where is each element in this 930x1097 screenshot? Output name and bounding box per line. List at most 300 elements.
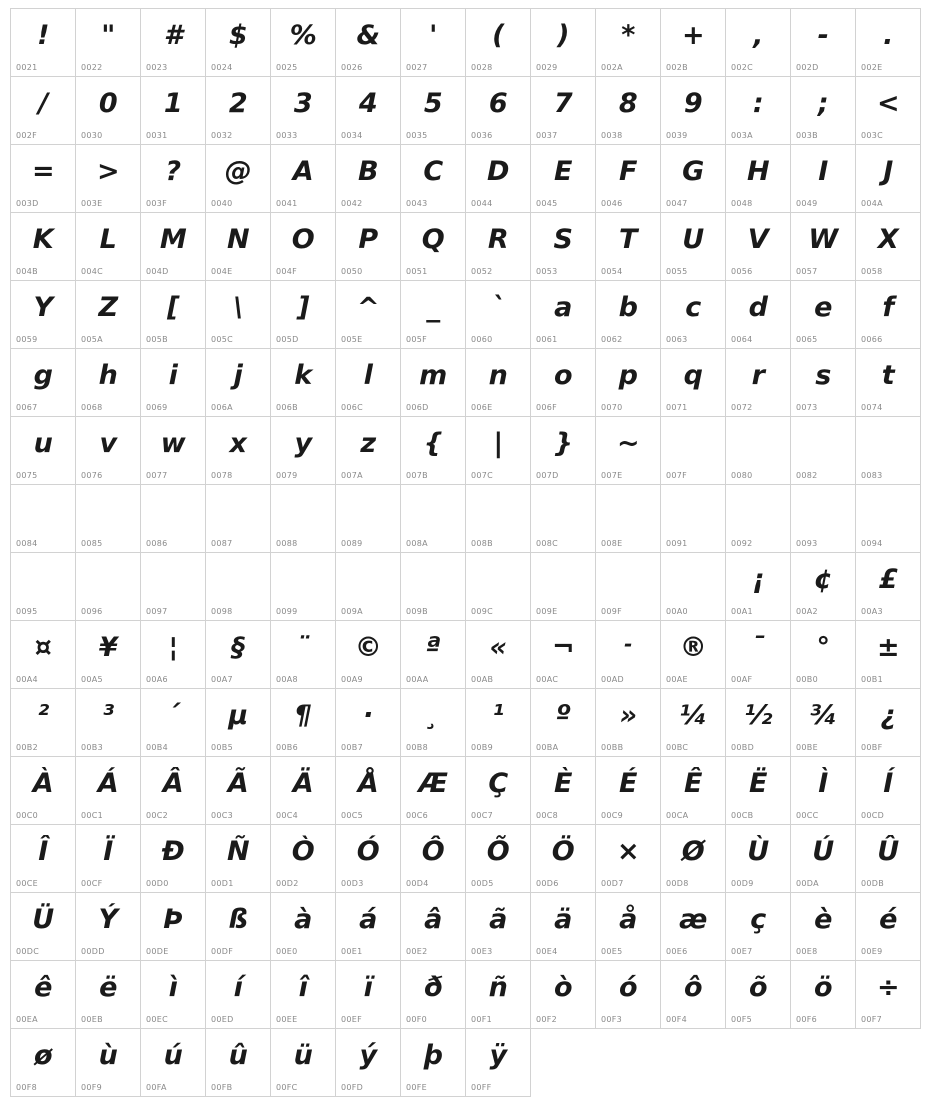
glyph-cell[interactable]: [336, 213, 401, 281]
glyph-cell[interactable]: [596, 281, 661, 349]
glyph-cell[interactable]: [791, 77, 856, 145]
glyph-cell[interactable]: [791, 213, 856, 281]
glyph-cell[interactable]: [401, 77, 466, 145]
glyph-cell[interactable]: [401, 9, 466, 77]
glyph-cell[interactable]: [661, 349, 726, 417]
glyph-cell[interactable]: [336, 9, 401, 77]
glyph-codepoint: 00A0: [666, 607, 688, 616]
glyph-cell[interactable]: [141, 145, 206, 213]
glyph-codepoint: 00C2: [146, 811, 169, 820]
glyph-cell[interactable]: [141, 281, 206, 349]
glyph-cell[interactable]: [141, 553, 206, 621]
glyph-cell[interactable]: [856, 961, 921, 1029]
glyph-cell[interactable]: [856, 893, 921, 961]
glyph-cell[interactable]: [271, 757, 336, 825]
glyph-cell[interactable]: [661, 621, 726, 689]
glyph-cell[interactable]: [141, 961, 206, 1029]
glyph-cell[interactable]: [661, 553, 726, 621]
glyph-cell[interactable]: [141, 757, 206, 825]
glyph-cell[interactable]: [726, 145, 791, 213]
glyph-cell[interactable]: [11, 621, 76, 689]
glyph-cell[interactable]: [206, 349, 271, 417]
glyph-cell[interactable]: [11, 553, 76, 621]
glyph-cell[interactable]: [271, 145, 336, 213]
glyph-character: `: [491, 292, 505, 323]
glyph-cell[interactable]: [726, 689, 791, 757]
glyph-cell[interactable]: [141, 689, 206, 757]
glyph-cell[interactable]: [726, 417, 791, 485]
glyph-cell[interactable]: [596, 213, 661, 281]
glyph-character: Æ: [418, 768, 448, 799]
glyph-cell[interactable]: [726, 893, 791, 961]
glyph-cell[interactable]: [11, 349, 76, 417]
glyph-cell[interactable]: [271, 553, 336, 621]
glyph-cell[interactable]: [271, 417, 336, 485]
glyph-cell[interactable]: [596, 621, 661, 689]
glyph-cell[interactable]: [76, 825, 141, 893]
glyph-cell[interactable]: [661, 485, 726, 553]
glyph-codepoint: 00EF: [341, 1015, 363, 1024]
glyph-cell[interactable]: [661, 145, 726, 213]
glyph-character: [596, 553, 660, 597]
glyph-cell[interactable]: [596, 9, 661, 77]
glyph-codepoint: 00EC: [146, 1015, 169, 1024]
glyph-cell[interactable]: [856, 77, 921, 145]
glyph-cell[interactable]: [11, 145, 76, 213]
glyph-codepoint: 0071: [666, 403, 688, 412]
glyph-cell[interactable]: [401, 145, 466, 213]
glyph-cell[interactable]: [76, 893, 141, 961]
glyph-character: «: [489, 632, 507, 663]
glyph-cell[interactable]: [531, 9, 596, 77]
glyph-cell[interactable]: [661, 417, 726, 485]
glyph-cell[interactable]: [401, 213, 466, 281]
glyph-cell[interactable]: [466, 553, 531, 621]
glyph-codepoint: 00B0: [796, 675, 818, 684]
glyph-cell[interactable]: [856, 417, 921, 485]
glyph-cell[interactable]: [141, 893, 206, 961]
glyph-codepoint: 00A1: [731, 607, 753, 616]
glyph-cell[interactable]: [726, 757, 791, 825]
glyph-codepoint: 00DE: [146, 947, 169, 956]
glyph-cell[interactable]: [856, 281, 921, 349]
glyph-cell[interactable]: [596, 145, 661, 213]
glyph-cell[interactable]: [401, 825, 466, 893]
glyph-cell[interactable]: [271, 621, 336, 689]
glyph-cell[interactable]: [791, 9, 856, 77]
glyph-cell[interactable]: [336, 553, 401, 621]
glyph-cell[interactable]: [661, 9, 726, 77]
glyph-cell[interactable]: [791, 553, 856, 621]
glyph-cell[interactable]: [596, 485, 661, 553]
glyph-cell[interactable]: [531, 961, 596, 1029]
glyph-cell[interactable]: [336, 825, 401, 893]
glyph-cell[interactable]: [791, 689, 856, 757]
glyph-cell[interactable]: [856, 485, 921, 553]
glyph-cell[interactable]: [466, 689, 531, 757]
glyph-cell[interactable]: [141, 9, 206, 77]
glyph-cell[interactable]: [206, 757, 271, 825]
glyph-cell[interactable]: [596, 77, 661, 145]
glyph-cell[interactable]: [466, 1029, 531, 1097]
glyph-cell[interactable]: [11, 281, 76, 349]
glyph-cell[interactable]: [466, 77, 531, 145]
glyph-cell[interactable]: [336, 893, 401, 961]
glyph-cell[interactable]: [726, 621, 791, 689]
glyph-cell[interactable]: [531, 485, 596, 553]
glyph-cell[interactable]: [401, 689, 466, 757]
glyph-codepoint: 00A9: [341, 675, 363, 684]
glyph-character: ä: [554, 904, 572, 935]
glyph-row: [11, 1029, 921, 1097]
glyph-cell[interactable]: [726, 553, 791, 621]
glyph-cell[interactable]: [271, 1029, 336, 1097]
glyph-cell[interactable]: [466, 349, 531, 417]
glyph-cell[interactable]: [11, 485, 76, 553]
glyph-cell[interactable]: [596, 825, 661, 893]
glyph-character: [596, 485, 660, 529]
glyph-codepoint: 0052: [471, 267, 493, 276]
glyph-character: ü: [293, 1040, 313, 1071]
glyph-cell[interactable]: [661, 893, 726, 961]
glyph-codepoint: 002C: [731, 63, 754, 72]
glyph-cell[interactable]: [726, 961, 791, 1029]
glyph-cell[interactable]: [401, 349, 466, 417]
glyph-cell[interactable]: [271, 825, 336, 893]
glyph-cell[interactable]: [856, 621, 921, 689]
glyph-cell[interactable]: [271, 281, 336, 349]
glyph-codepoint: 0061: [536, 335, 558, 344]
glyph-codepoint: 0076: [81, 471, 103, 480]
glyph-cell[interactable]: [726, 77, 791, 145]
glyph-character: ¤: [34, 632, 52, 663]
glyph-codepoint: 0063: [666, 335, 688, 344]
glyph-cell[interactable]: [791, 145, 856, 213]
glyph-codepoint: 0049: [796, 199, 818, 208]
glyph-cell[interactable]: [661, 825, 726, 893]
glyph-cell[interactable]: [76, 961, 141, 1029]
glyph-character: C: [423, 156, 443, 187]
glyph-cell[interactable]: [466, 9, 531, 77]
glyph-codepoint: 00B6: [276, 743, 298, 752]
glyph-cell[interactable]: [141, 77, 206, 145]
glyph-cell[interactable]: [401, 621, 466, 689]
glyph-cell[interactable]: [271, 213, 336, 281]
glyph-cell[interactable]: [141, 825, 206, 893]
glyph-cell[interactable]: [531, 621, 596, 689]
glyph-character: #: [163, 20, 183, 51]
glyph-cell[interactable]: [336, 689, 401, 757]
glyph-character: è: [814, 904, 832, 935]
glyph-cell[interactable]: [856, 553, 921, 621]
glyph-cell[interactable]: [791, 825, 856, 893]
glyph-character: a: [554, 292, 572, 323]
glyph-character: 4: [358, 88, 378, 119]
glyph-cell[interactable]: [401, 1029, 466, 1097]
glyph-cell[interactable]: [11, 1029, 76, 1097]
glyph-cell[interactable]: [76, 77, 141, 145]
glyph-cell[interactable]: [466, 417, 531, 485]
glyph-codepoint: 00CC: [796, 811, 819, 820]
glyph-cell[interactable]: [856, 689, 921, 757]
glyph-cell[interactable]: [596, 893, 661, 961]
glyph-cell[interactable]: [531, 77, 596, 145]
glyph-cell[interactable]: [596, 553, 661, 621]
glyph-character: P: [358, 224, 378, 255]
glyph-character: !: [37, 20, 49, 51]
glyph-cell[interactable]: [206, 1029, 271, 1097]
glyph-character: Ì: [818, 768, 828, 799]
glyph-character: _: [426, 292, 440, 323]
glyph-cell[interactable]: [76, 553, 141, 621]
glyph-cell[interactable]: [856, 213, 921, 281]
glyph-cell[interactable]: [76, 9, 141, 77]
glyph-row: [11, 349, 921, 417]
glyph-cell[interactable]: [76, 689, 141, 757]
glyph-cell[interactable]: [466, 893, 531, 961]
glyph-cell[interactable]: [76, 1029, 141, 1097]
glyph-codepoint: 0058: [861, 267, 883, 276]
glyph-codepoint: 009C: [471, 607, 494, 616]
glyph-cell[interactable]: [336, 349, 401, 417]
glyph-cell[interactable]: [531, 893, 596, 961]
empty-cell: [856, 1029, 921, 1097]
glyph-cell[interactable]: [596, 689, 661, 757]
glyph-cell[interactable]: [206, 9, 271, 77]
glyph-cell[interactable]: [401, 553, 466, 621]
glyph-cell[interactable]: [271, 9, 336, 77]
glyph-cell[interactable]: [531, 145, 596, 213]
glyph-cell[interactable]: [336, 145, 401, 213]
glyph-cell[interactable]: [401, 485, 466, 553]
glyph-cell[interactable]: [271, 893, 336, 961]
glyph-character: s: [815, 360, 831, 391]
glyph-cell[interactable]: [401, 961, 466, 1029]
glyph-cell[interactable]: [11, 417, 76, 485]
glyph-cell[interactable]: [466, 757, 531, 825]
glyph-codepoint: 00AD: [601, 675, 625, 684]
glyph-character: ì: [168, 972, 178, 1003]
glyph-cell[interactable]: [271, 485, 336, 553]
glyph-codepoint: 007B: [406, 471, 428, 480]
glyph-cell[interactable]: [141, 621, 206, 689]
glyph-cell[interactable]: [11, 9, 76, 77]
glyph-cell[interactable]: [141, 485, 206, 553]
glyph-cell[interactable]: [466, 485, 531, 553]
glyph-codepoint: 0069: [146, 403, 168, 412]
glyph-cell[interactable]: [531, 689, 596, 757]
glyph-cell[interactable]: [791, 961, 856, 1029]
glyph-cell[interactable]: [271, 689, 336, 757]
glyph-character: [726, 417, 790, 461]
glyph-character: Ð: [161, 836, 185, 867]
glyph-cell[interactable]: [206, 621, 271, 689]
glyph-character: M: [159, 224, 187, 255]
glyph-cell[interactable]: [401, 893, 466, 961]
glyph-cell[interactable]: [466, 825, 531, 893]
glyph-cell[interactable]: [466, 213, 531, 281]
glyph-character: ¹: [492, 700, 504, 731]
glyph-character: µ: [228, 700, 248, 731]
glyph-cell[interactable]: [791, 485, 856, 553]
glyph-cell[interactable]: [531, 757, 596, 825]
glyph-cell[interactable]: [11, 825, 76, 893]
glyph-cell[interactable]: [726, 9, 791, 77]
glyph-character: 8: [618, 88, 638, 119]
glyph-cell[interactable]: [791, 757, 856, 825]
glyph-character: »: [619, 700, 637, 731]
glyph-cell[interactable]: [596, 961, 661, 1029]
glyph-row: [11, 9, 921, 77]
glyph-cell[interactable]: [76, 485, 141, 553]
glyph-cell[interactable]: [76, 417, 141, 485]
glyph-character: [531, 553, 595, 597]
glyph-character: ý: [359, 1040, 377, 1071]
glyph-cell[interactable]: [206, 553, 271, 621]
glyph-cell[interactable]: [791, 621, 856, 689]
glyph-cell[interactable]: [11, 757, 76, 825]
glyph-character: ±: [876, 632, 900, 663]
glyph-cell[interactable]: [141, 1029, 206, 1097]
glyph-cell[interactable]: [596, 757, 661, 825]
glyph-codepoint: 00D3: [341, 879, 364, 888]
glyph-cell[interactable]: [791, 893, 856, 961]
glyph-cell[interactable]: [206, 893, 271, 961]
glyph-cell[interactable]: [531, 825, 596, 893]
glyph-codepoint: 00F5: [731, 1015, 753, 1024]
glyph-character: E: [554, 156, 572, 187]
glyph-cell[interactable]: [206, 485, 271, 553]
glyph-character: [206, 553, 270, 597]
glyph-cell[interactable]: [856, 349, 921, 417]
glyph-codepoint: 00B2: [16, 743, 38, 752]
glyph-cell[interactable]: [726, 485, 791, 553]
glyph-character: g: [33, 360, 53, 391]
glyph-cell[interactable]: [856, 825, 921, 893]
glyph-cell[interactable]: [336, 757, 401, 825]
glyph-cell[interactable]: [661, 757, 726, 825]
glyph-cell[interactable]: [466, 281, 531, 349]
glyph-cell[interactable]: [661, 213, 726, 281]
glyph-cell[interactable]: [271, 961, 336, 1029]
glyph-cell[interactable]: [336, 77, 401, 145]
glyph-cell[interactable]: [336, 621, 401, 689]
glyph-character: [661, 485, 725, 529]
glyph-cell[interactable]: [11, 893, 76, 961]
glyph-cell[interactable]: [401, 417, 466, 485]
glyph-cell[interactable]: [661, 77, 726, 145]
glyph-cell[interactable]: [206, 145, 271, 213]
glyph-cell[interactable]: [531, 213, 596, 281]
glyph-cell[interactable]: [531, 553, 596, 621]
glyph-cell[interactable]: [76, 145, 141, 213]
glyph-cell[interactable]: [466, 961, 531, 1029]
glyph-cell[interactable]: [401, 281, 466, 349]
glyph-codepoint: 005A: [81, 335, 103, 344]
glyph-codepoint: 0025: [276, 63, 298, 72]
glyph-codepoint: 00AF: [731, 675, 753, 684]
glyph-character: Ô: [421, 836, 445, 867]
glyph-cell[interactable]: [726, 349, 791, 417]
glyph-codepoint: 0079: [276, 471, 298, 480]
glyph-character: 0: [98, 88, 118, 119]
glyph-character: x: [229, 428, 247, 459]
glyph-character: ~: [616, 428, 640, 459]
glyph-cell[interactable]: [466, 621, 531, 689]
glyph-character: $: [228, 20, 248, 51]
glyph-cell[interactable]: [76, 213, 141, 281]
glyph-codepoint: 00AC: [536, 675, 559, 684]
glyph-codepoint: 00AB: [471, 675, 494, 684]
glyph-cell[interactable]: [336, 961, 401, 1029]
glyph-cell[interactable]: [726, 213, 791, 281]
glyph-cell[interactable]: [856, 145, 921, 213]
glyph-character: [: [167, 292, 179, 323]
glyph-cell[interactable]: [661, 961, 726, 1029]
glyph-cell[interactable]: [336, 485, 401, 553]
glyph-cell[interactable]: [531, 417, 596, 485]
glyph-cell[interactable]: [206, 281, 271, 349]
glyph-cell[interactable]: [856, 9, 921, 77]
glyph-cell[interactable]: [531, 281, 596, 349]
glyph-cell[interactable]: [726, 281, 791, 349]
glyph-character: ©: [354, 632, 382, 663]
glyph-cell[interactable]: [271, 77, 336, 145]
glyph-cell[interactable]: [76, 757, 141, 825]
glyph-cell[interactable]: [141, 349, 206, 417]
glyph-cell[interactable]: [76, 281, 141, 349]
glyph-cell[interactable]: [76, 349, 141, 417]
glyph-character: [336, 485, 400, 529]
glyph-codepoint: 00F1: [471, 1015, 493, 1024]
glyph-cell[interactable]: [791, 281, 856, 349]
glyph-cell[interactable]: [76, 621, 141, 689]
glyph-cell[interactable]: [401, 757, 466, 825]
glyph-cell[interactable]: [661, 281, 726, 349]
glyph-cell[interactable]: [791, 417, 856, 485]
glyph-cell[interactable]: [596, 349, 661, 417]
glyph-cell[interactable]: [531, 349, 596, 417]
glyph-cell[interactable]: [336, 281, 401, 349]
glyph-cell[interactable]: [11, 77, 76, 145]
glyph-character: [271, 553, 335, 597]
glyph-cell[interactable]: [206, 77, 271, 145]
glyph-cell[interactable]: [206, 689, 271, 757]
glyph-cell[interactable]: [661, 689, 726, 757]
glyph-cell[interactable]: [336, 417, 401, 485]
glyph-cell[interactable]: [206, 417, 271, 485]
glyph-codepoint: 0032: [211, 131, 233, 140]
glyph-cell[interactable]: [271, 349, 336, 417]
glyph-cell[interactable]: [726, 825, 791, 893]
glyph-cell[interactable]: [596, 417, 661, 485]
glyph-cell[interactable]: [141, 213, 206, 281]
glyph-cell[interactable]: [466, 145, 531, 213]
glyph-cell[interactable]: [206, 825, 271, 893]
glyph-cell[interactable]: [206, 961, 271, 1029]
glyph-codepoint: 0030: [81, 131, 103, 140]
glyph-cell[interactable]: [206, 213, 271, 281]
glyph-cell[interactable]: [11, 961, 76, 1029]
glyph-cell[interactable]: [791, 349, 856, 417]
glyph-cell[interactable]: [856, 757, 921, 825]
glyph-cell[interactable]: [336, 1029, 401, 1097]
glyph-character: ó: [618, 972, 638, 1003]
glyph-character: Y: [33, 292, 53, 323]
glyph-cell[interactable]: [11, 689, 76, 757]
glyph-cell[interactable]: [141, 417, 206, 485]
glyph-cell[interactable]: [11, 213, 76, 281]
